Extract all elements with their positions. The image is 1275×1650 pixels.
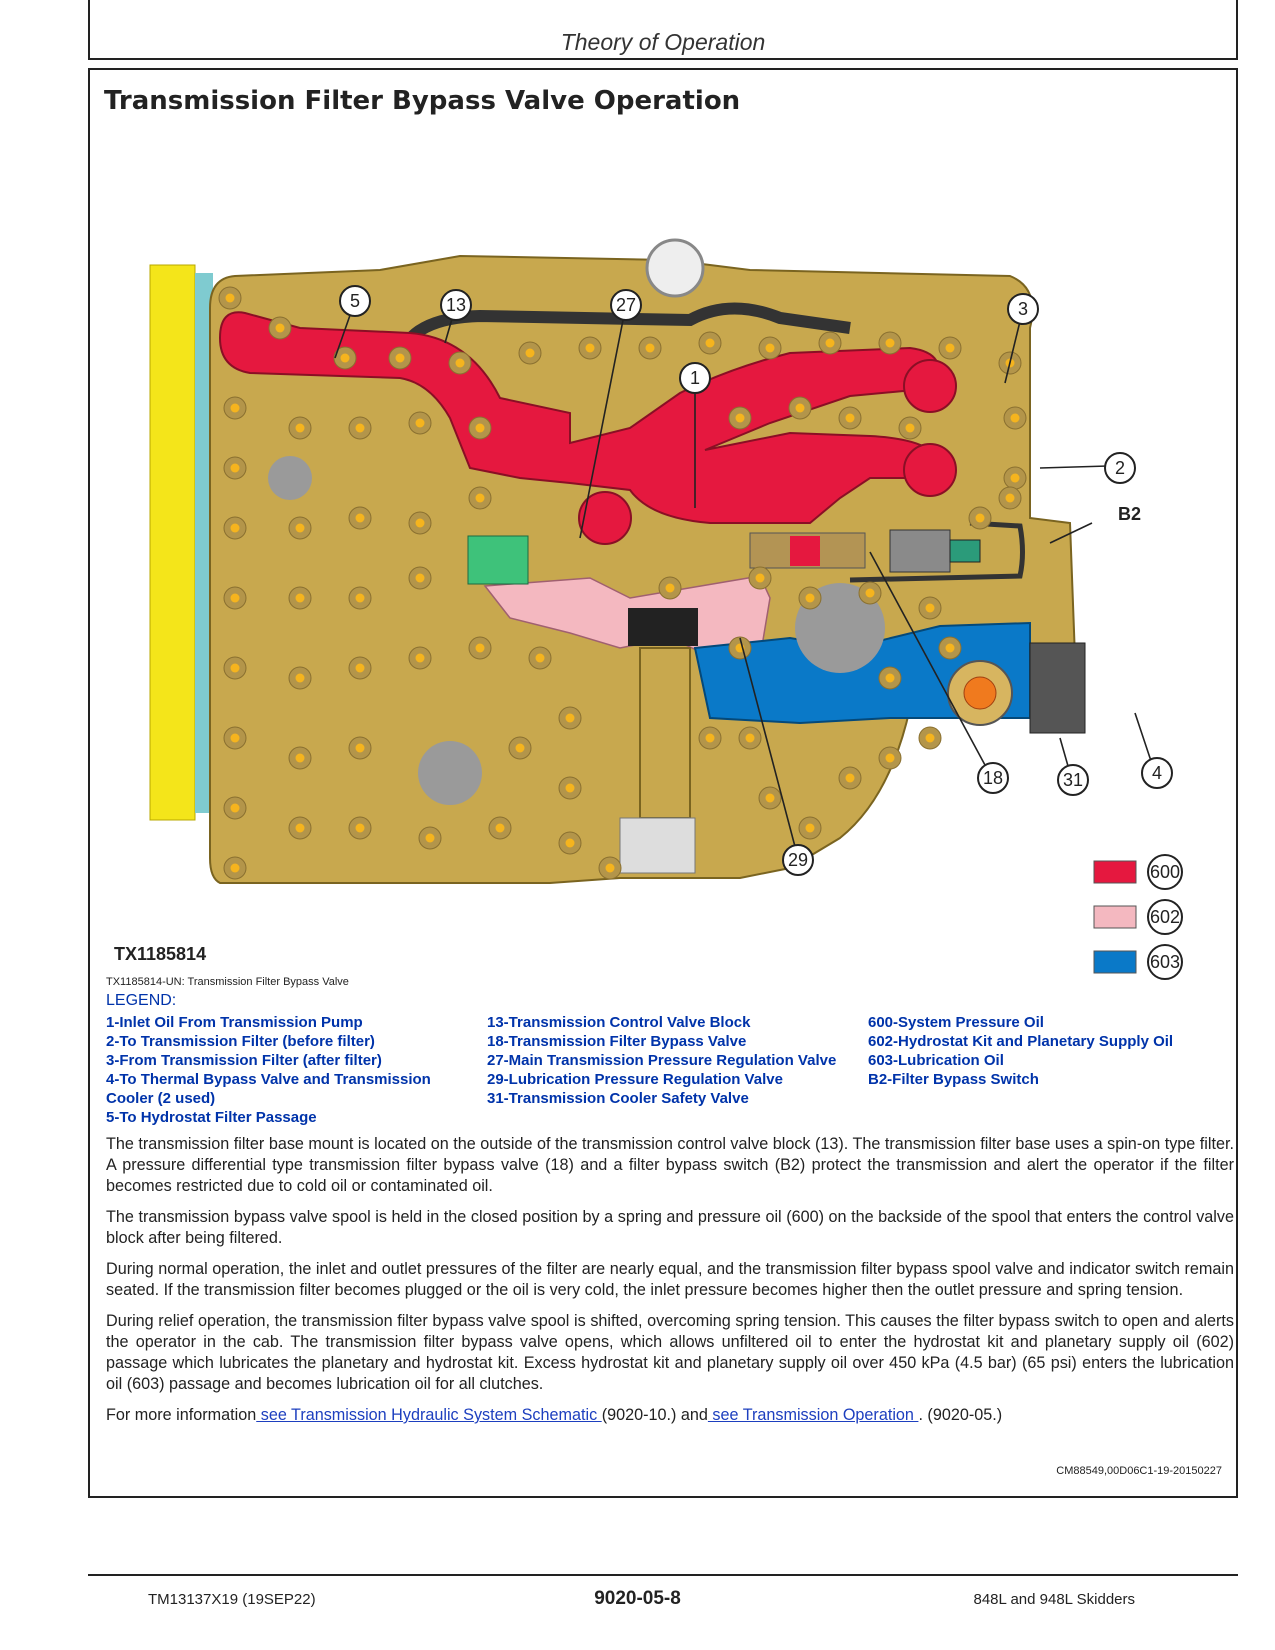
callout-4 [1142, 758, 1172, 788]
bolt-center [231, 734, 240, 743]
bolt-center [231, 464, 240, 473]
svg-text:600: 600 [1149, 862, 1181, 882]
callout-13 [441, 290, 471, 320]
lube-valve-dark [628, 608, 698, 646]
legend-item: 600-System Pressure Oil [868, 1014, 1044, 1031]
callout-18 [978, 763, 1008, 793]
bolt-center [926, 604, 935, 613]
bolt-center [846, 774, 855, 783]
bolt-center [476, 424, 485, 433]
legend-item: B2-Filter Bypass Switch [868, 1071, 1039, 1088]
bolt-center [796, 404, 805, 413]
page-header-title: Theory of Operation [560, 29, 766, 55]
legend-item: 1-Inlet Oil From Transmission Pump [106, 1014, 363, 1031]
legend-column-2 [487, 1013, 852, 1127]
yellow-manifold [150, 265, 195, 820]
cooler-safety-valve-cap [964, 677, 996, 709]
key-swatch-602 [1094, 906, 1136, 928]
svg-text:31: 31 [1062, 770, 1084, 790]
more-info-prefix: For more information [106, 1406, 257, 1424]
bolt-center [356, 744, 365, 753]
footer-product: 848L and 948L Skidders [973, 1591, 1135, 1608]
legend-item: 5-To Hydrostat Filter Passage [106, 1109, 317, 1126]
callout-27 [611, 290, 641, 320]
color-key [1094, 855, 1182, 979]
bolt-center [846, 414, 855, 423]
bolt-center [906, 424, 915, 433]
bolt-center [566, 714, 575, 723]
reference-code: CM88549,00D06C1-19-20150227 [1056, 1465, 1222, 1477]
bolt-center [886, 674, 895, 683]
grey-feature [418, 741, 482, 805]
callout-31 [1058, 765, 1088, 795]
bolt-center [516, 744, 525, 753]
bolt-center [231, 594, 240, 603]
body-text [106, 1134, 1234, 1436]
paragraph: The transmission bypass valve spool is held in the closed position by a spring and pressure oil (600) on the backside of the spool that enters the control valve block after being filtered. [106, 1208, 1234, 1247]
bolt-center [231, 524, 240, 533]
lube-valve-body [640, 648, 690, 818]
content-frame [88, 68, 1238, 1498]
svg-text:2: 2 [1114, 458, 1126, 478]
link-ref: . (9020-05.) [918, 1406, 1003, 1424]
bolt-center [231, 804, 240, 813]
footer-manual-id: TM13137X19 (19SEP22) [148, 1591, 316, 1608]
figure-id: TX1185814 [114, 944, 207, 964]
svg-text:13: 13 [445, 295, 467, 315]
bolt-center [746, 734, 755, 743]
legend-column-1 [106, 1013, 471, 1127]
bolt-center [586, 344, 595, 353]
bolt-center [341, 354, 350, 363]
bolt-center [356, 514, 365, 523]
bolt-center [356, 824, 365, 833]
switch-body [890, 530, 950, 572]
link-hydraulic-schematic[interactable]: see Transmission Hydraulic System Schematic [256, 1406, 602, 1424]
callout-2 [1105, 453, 1135, 483]
bolt-center [476, 494, 485, 503]
bolt-center [426, 834, 435, 843]
bolt-center [526, 349, 535, 358]
bolt-center [866, 589, 875, 598]
callout-29 [783, 845, 813, 875]
bolt-center [826, 339, 835, 348]
bolt-center [416, 519, 425, 528]
svg-text:1: 1 [689, 368, 701, 388]
bolt-center [231, 864, 240, 873]
legend-item: 4-To Thermal Bypass Valve and Transmission Cooler (2 used) [106, 1071, 431, 1107]
bolt-center [976, 514, 985, 523]
bolt-center [606, 864, 615, 873]
footer-page-number: 9020-05-8 [594, 1588, 681, 1609]
bolt-center [1006, 494, 1015, 503]
bolt-center [416, 419, 425, 428]
legend-title: LEGEND: [106, 992, 177, 1009]
inlet-port-2 [904, 444, 956, 496]
bolt-center [646, 344, 655, 353]
more-info-paragraph [106, 1405, 1234, 1426]
bolt-center [456, 359, 465, 368]
bolt-center [566, 784, 575, 793]
bolt-center [356, 424, 365, 433]
link-ref: (9020-10.) and [601, 1406, 708, 1424]
outlet-port-3 [904, 360, 956, 412]
callout-b2: B2 [1118, 504, 1142, 524]
bolt-center [886, 754, 895, 763]
cooler-connector [1030, 643, 1085, 733]
bolt-center [806, 824, 815, 833]
bolt-center [476, 644, 485, 653]
bolt-center [566, 839, 575, 848]
switch-connector [950, 540, 980, 562]
bolt-center [416, 574, 425, 583]
legend-item: 602-Hydrostat Kit and Planetary Supply Oil [868, 1033, 1174, 1050]
bolt-center [946, 644, 955, 653]
svg-text:4: 4 [1151, 763, 1163, 783]
key-swatch-603 [1094, 951, 1136, 973]
bolt-center [766, 344, 775, 353]
bolt-center [1011, 414, 1020, 423]
paragraph: During normal operation, the inlet and outlet pressures of the filter are nearly equal, and the transmission filter bypass spool valve and indicator switch remain seated. If the transmission filter becomes plugged or the oil is very cold, the inlet pressure becomes higher then the outlet pressure and spring tension. [106, 1260, 1234, 1299]
bolt-center [296, 524, 305, 533]
bolt-center [536, 654, 545, 663]
paragraph: During relief operation, the transmission filter bypass valve spool is shifted, overcoming spring tension. This causes the filter bypass switch to open and alerts the operator in the cab. The transmission filter bypass valve opens, which allows unfiltered oil to enter the hydrostat kit and planetary supply oil (602) passage which lubricates the planetary and hydrostat kit. Excess hydrostat kit and planetary supply oil over 450 kPa (4.5 bar) (65 psi) enters the lubrication oil (603) passage and becomes lubrication oil for all clutches. [106, 1312, 1234, 1393]
regulation-valve-body [468, 536, 528, 584]
bolt-center [886, 339, 895, 348]
legend-item: 31-Transmission Cooler Safety Valve [487, 1090, 749, 1107]
bolt-center [806, 594, 815, 603]
bolt-center [416, 654, 425, 663]
legend-column-3 [868, 1013, 1233, 1127]
bypass-spool [790, 536, 820, 566]
bolt-center [946, 344, 955, 353]
legend-item: 13-Transmission Control Valve Block [487, 1014, 751, 1031]
callout-3 [1008, 294, 1038, 324]
svg-text:3: 3 [1017, 299, 1029, 319]
bolt-center [231, 404, 240, 413]
legend [106, 1013, 1234, 1127]
bolt-center [666, 584, 675, 593]
callout-1 [680, 363, 710, 393]
bolt-center [296, 674, 305, 683]
legend-item: 3-From Transmission Filter (after filter) [106, 1052, 382, 1069]
bolt-center [706, 734, 715, 743]
section-title: Transmission Filter Bypass Valve Operation [104, 86, 741, 116]
bolt-center [496, 824, 505, 833]
svg-text:5: 5 [349, 291, 361, 311]
bolt-center [396, 354, 405, 363]
svg-text:18: 18 [982, 768, 1004, 788]
header-frame [88, 0, 1238, 60]
svg-text:27: 27 [615, 295, 637, 315]
bolt-center [296, 824, 305, 833]
legend-item: 27-Main Transmission Pressure Regulation Valve [487, 1052, 837, 1069]
bolt-center [356, 594, 365, 603]
bolt-center [356, 664, 365, 673]
lube-valve-base [620, 818, 695, 873]
key-swatch-600 [1094, 861, 1136, 883]
bolt-center [736, 414, 745, 423]
bolt-center [766, 794, 775, 803]
callout-5 [340, 286, 370, 316]
svg-text:603: 603 [1149, 952, 1181, 972]
paragraph: The transmission filter base mount is located on the outside of the transmission control valve block (13). The transmission filter base uses a spin-on type filter. A pressure differential type transmission filter bypass valve (18) and a filter bypass switch (B2) protect the transmission and alert the operator if the filter becomes restricted due to cold oil or contaminated oil. [106, 1135, 1234, 1195]
figure-caption: TX1185814-UN: Transmission Filter Bypass Valve [106, 976, 349, 988]
bolt-center [706, 339, 715, 348]
bolt-center [226, 294, 235, 303]
legend-item: 29-Lubrication Pressure Regulation Valve [487, 1071, 783, 1088]
bolt-center [296, 754, 305, 763]
legend-item: 603-Lubrication Oil [868, 1052, 1004, 1069]
bolt-center [926, 734, 935, 743]
bolt-center [296, 424, 305, 433]
bolt-center [1011, 474, 1020, 483]
footer-rule [88, 1574, 1238, 1576]
svg-text:29: 29 [787, 850, 809, 870]
legend-item: 2-To Transmission Filter (before filter) [106, 1033, 375, 1050]
gauge [647, 240, 703, 296]
link-transmission-operation[interactable]: see Transmission Operation [707, 1406, 919, 1424]
grey-feature [268, 456, 312, 500]
bolt-center [276, 324, 285, 333]
svg-text:602: 602 [1149, 907, 1181, 927]
bolt-center [231, 664, 240, 673]
bolt-center [756, 574, 765, 583]
bolt-center [296, 594, 305, 603]
legend-item: 18-Transmission Filter Bypass Valve [487, 1033, 747, 1050]
